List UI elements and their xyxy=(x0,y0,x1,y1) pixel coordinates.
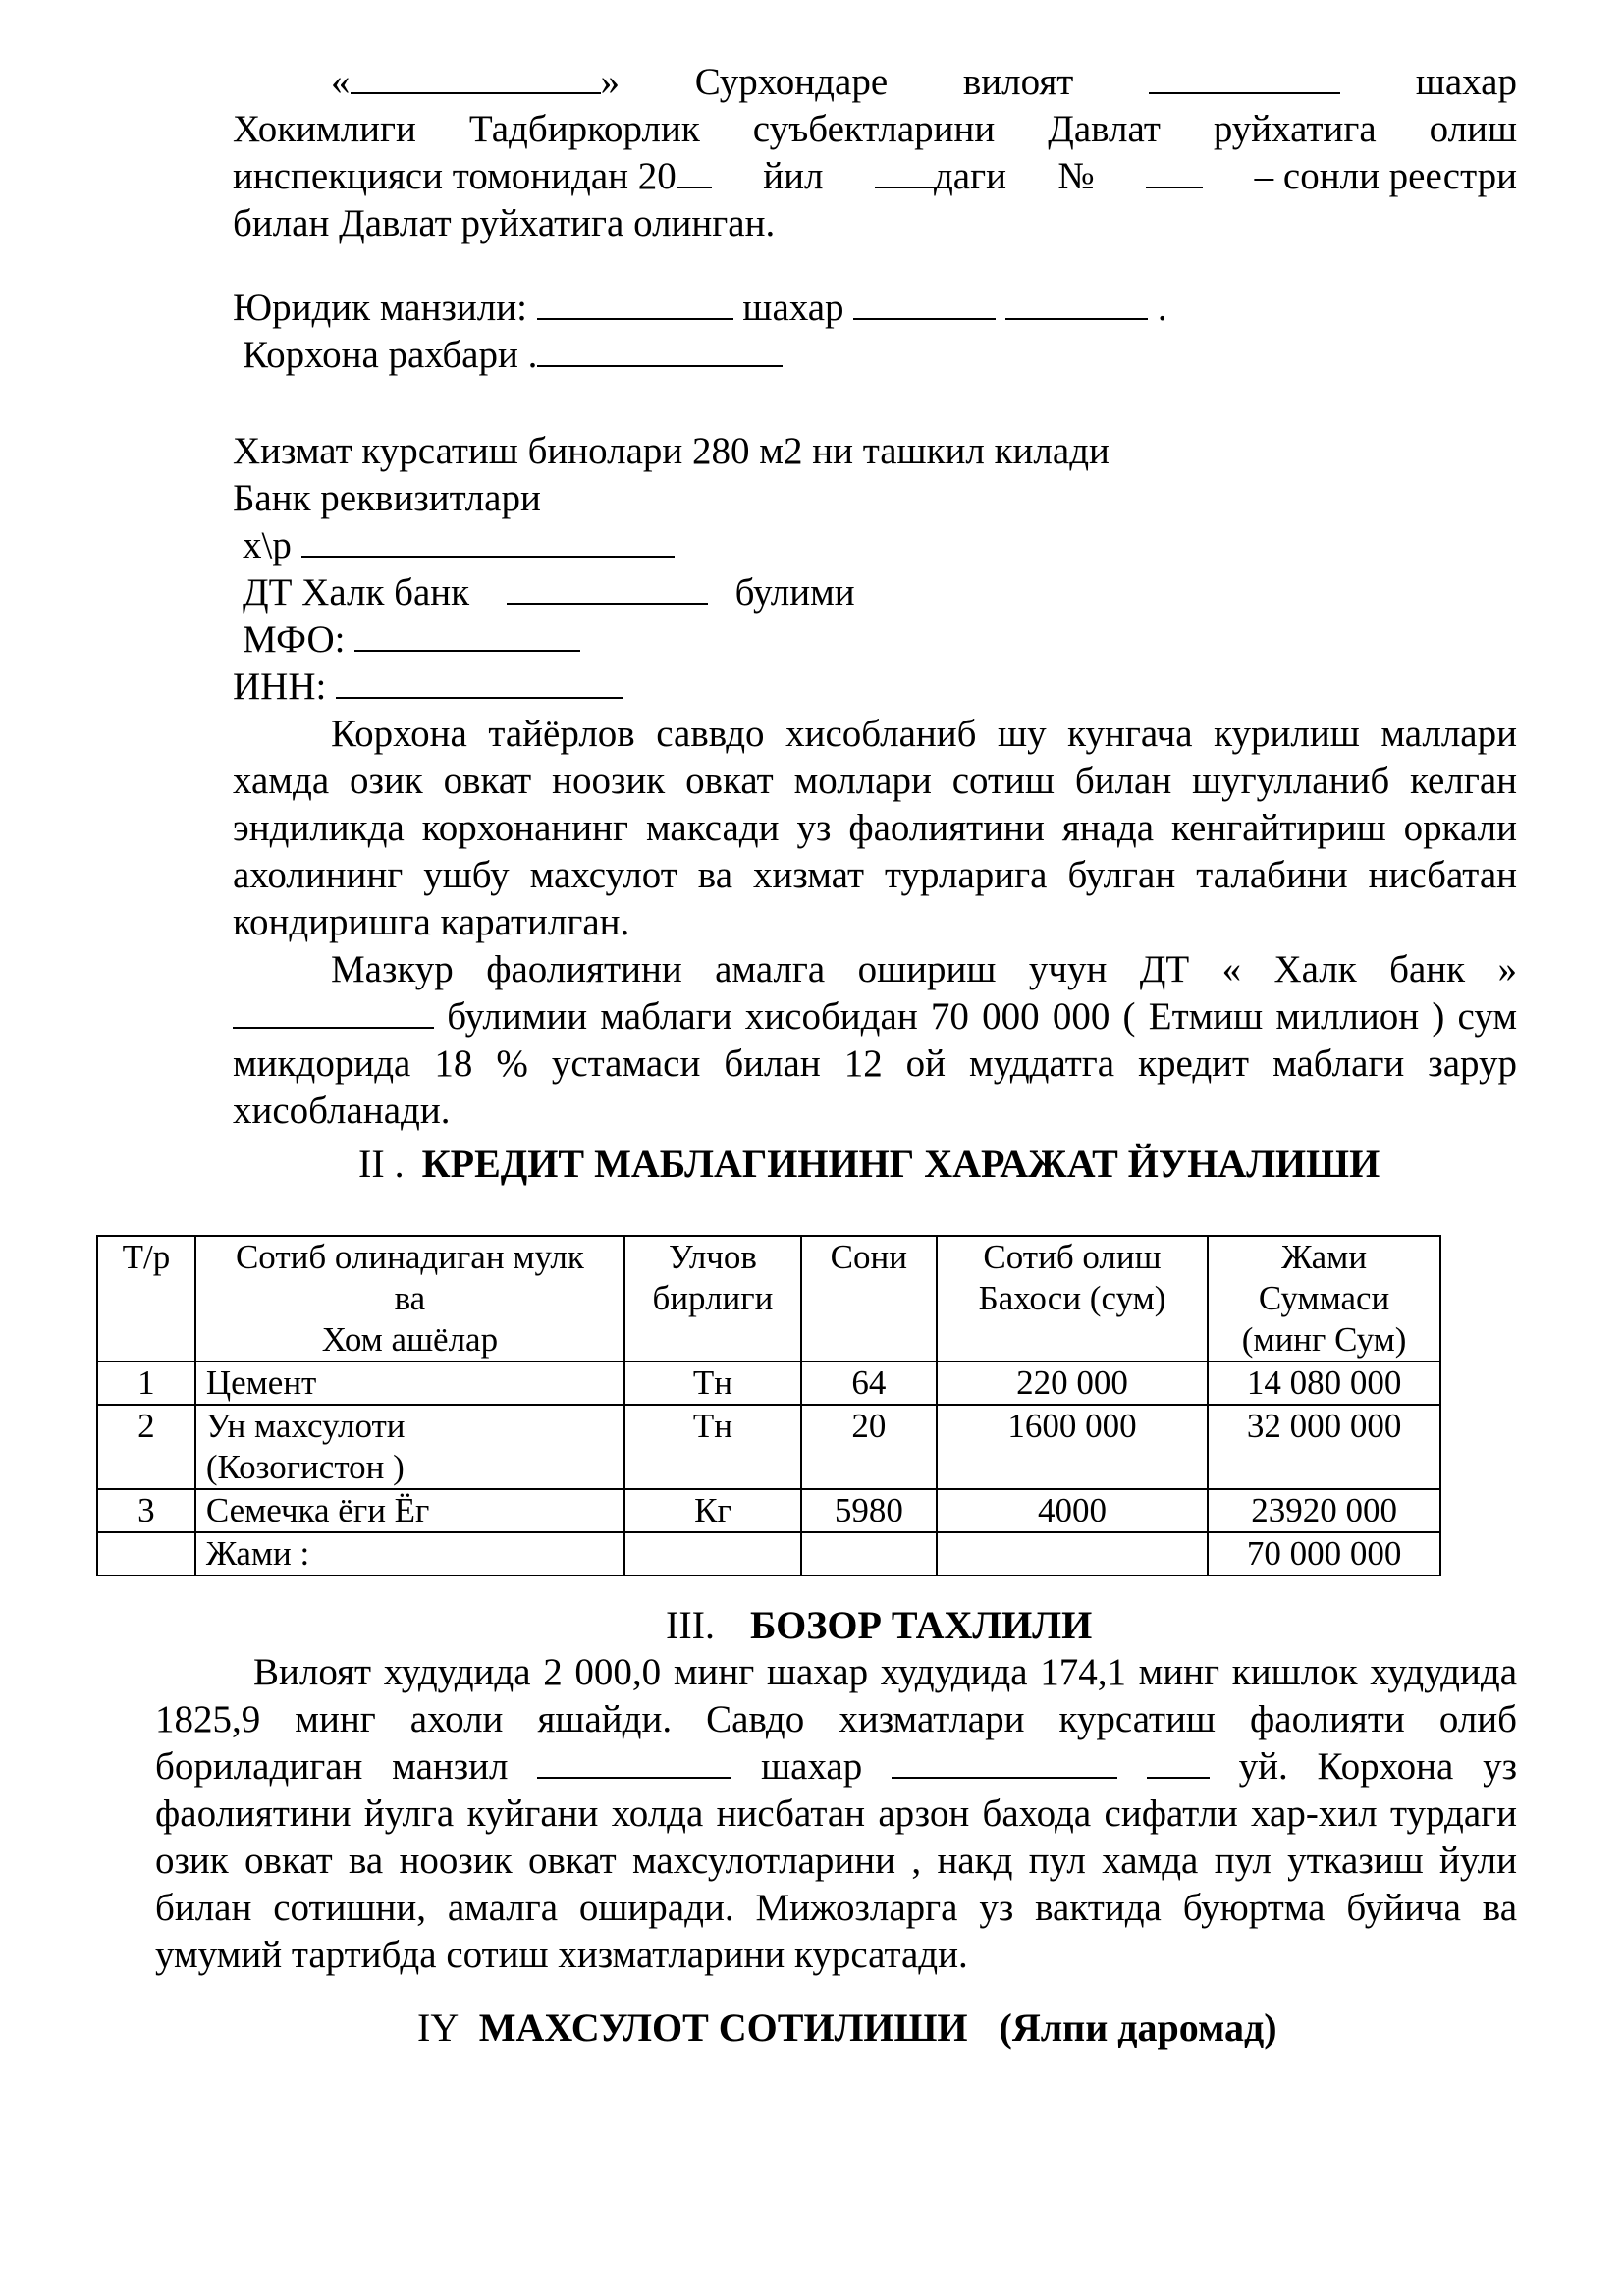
description-paragraphs xyxy=(233,711,1517,1135)
bank-branch-line: ДТ Халк банк булими xyxy=(243,571,855,614)
inn-line: ИНН: xyxy=(233,664,1517,711)
business-description: Корхона тайёрлов саввдо хисобланиб шу кунгача курилиш маллари хамда озик овкат ноозик овкат моллари сотиш билан шугулланиб келган эндиликда корхонанинг максади уз фаолиятини янада кенгайтириш оркали ахолининг ушбу махсулот ва хизмат турларига булган талабини нисбатан кондиришга каратилган. xyxy=(233,713,1517,943)
branch-blank xyxy=(233,993,434,1029)
total-value: 70 000 000 xyxy=(1208,1532,1440,1575)
header-price: Сотиб олиш Бахоси (сум) xyxy=(937,1236,1208,1362)
oblast-word: вилоят xyxy=(962,61,1074,103)
table-row: 3 Семечка ёги Ёг Кг 5980 4000 23920 000 xyxy=(97,1489,1440,1532)
section-2-number: II . xyxy=(358,1142,405,1186)
table-row: 2 Ун махсулоти (Козогистон ) Тн 20 1600 000 32 000 000 xyxy=(97,1405,1440,1489)
bank-branch-blank xyxy=(507,569,708,605)
city-word: шахар xyxy=(1415,61,1517,103)
city-blank xyxy=(1149,59,1340,94)
section-4-title: МАХСУЛОТ СОТИЛИШИ xyxy=(478,2005,968,2050)
account-blank xyxy=(301,522,675,558)
table-header-row xyxy=(97,1236,1440,1362)
registration-paragraph xyxy=(233,59,1517,247)
registration-number-blank: « » xyxy=(331,61,620,103)
header-item: Сотиб олинадиган мулк ва Хом ашёлар xyxy=(195,1236,624,1362)
registration-line-3: инспекцияси томонидан 20 йил даги № – сонли реестри xyxy=(233,155,1517,197)
bank-details-section xyxy=(233,428,1517,711)
market-address-blank-3 xyxy=(1147,1743,1210,1779)
director-line xyxy=(233,332,1517,379)
market-address-blank-2 xyxy=(892,1743,1117,1779)
section-3-title: БОЗОР ТАХЛИЛИ xyxy=(749,1603,1093,1647)
year-blank xyxy=(677,153,712,188)
section-3-heading xyxy=(666,1602,1092,1649)
director-label: Корхона рахбари . xyxy=(243,334,538,376)
registration-line-2: Хокимлиги Тадбиркорлик суъбектларини Давлат руйхатига олиш xyxy=(233,108,1517,150)
region-name: Сурхондаре xyxy=(694,61,889,103)
legal-address-line: Юридик манзили: шахар . xyxy=(233,287,1167,329)
section-4-subtitle: (Ялпи даромад) xyxy=(999,2005,1277,2050)
address-section xyxy=(233,285,1517,379)
mfo-blank xyxy=(354,616,580,652)
credit-expense-table xyxy=(96,1235,1441,1576)
registration-line-4: билан Давлат руйхатига олинган. xyxy=(233,202,776,244)
market-address-blank-1 xyxy=(537,1743,731,1779)
section-2-heading xyxy=(358,1141,1380,1188)
header-unit: Улчов бирлиги xyxy=(624,1236,801,1362)
legal-address-label: Юридик манзили: xyxy=(233,287,527,329)
inn-blank xyxy=(336,664,623,699)
table-row: 1 Цемент Тн 64 220 000 14 080 000 xyxy=(97,1362,1440,1405)
premises-text: Хизмат курсатиш бинолари 280 м2 ни ташкил килади xyxy=(233,430,1110,472)
mfo-line: МФО: xyxy=(233,616,1517,664)
address-blank-2 xyxy=(853,285,996,320)
bank-details-title: Банк реквизитлари xyxy=(233,477,541,519)
total-label: Жами : xyxy=(195,1532,624,1575)
table-total-row xyxy=(97,1532,1440,1575)
registry-number-blank xyxy=(1146,153,1203,188)
date-blank xyxy=(875,153,934,188)
section-3-number: III. xyxy=(666,1603,715,1647)
header-num: Т/р xyxy=(97,1236,195,1362)
account-line: х\р xyxy=(233,522,1517,569)
section-2-title: КРЕДИТ МАБЛАГИНИНГ ХАРАЖАТ ЙУНАЛИШИ xyxy=(421,1142,1380,1186)
address-blank-1 xyxy=(537,285,733,320)
director-blank xyxy=(537,332,783,367)
credit-request-start: Мазкур фаолиятини амалга ошириш учун ДТ « Халк банк » xyxy=(331,948,1517,990)
registration-line-1 xyxy=(233,59,1517,106)
header-total: Жами Суммаси (минг Сум) xyxy=(1208,1236,1440,1362)
address-blank-3 xyxy=(1005,285,1148,320)
credit-request-rest: булимии маблаги хисобидан 70 000 000 ( Етмиш миллион ) сум микдорида 18 % устамаси билан 12 ой муддатга кредит маблаги зарур хисобланади. xyxy=(233,995,1518,1132)
section-4-number: IY xyxy=(417,2005,458,2050)
section-4-heading xyxy=(417,2004,1277,2052)
header-qty: Сони xyxy=(801,1236,937,1362)
market-analysis-paragraph: Вилоят худудида 2 000,0 минг шахар худудида 174,1 минг кишлок худудида 1825,9 минг ахоли яшайди. Савдо хизматлари курсатиш фаолияти олиб бориладиган манзил шахар уй. Корхона уз фаолиятини йулга куйгани холда нисбатан арзон бахода сифатли хар-хил турдаги озик овкат ва ноозик овкат махсулотларини , накд пул хамда пул утказиш йули билан сотишни, амалга оширади. Мижозларга уз вактида буюртма буйича ва умумий тартибда сотиш хизматларини курсатади. xyxy=(155,1651,1518,1976)
